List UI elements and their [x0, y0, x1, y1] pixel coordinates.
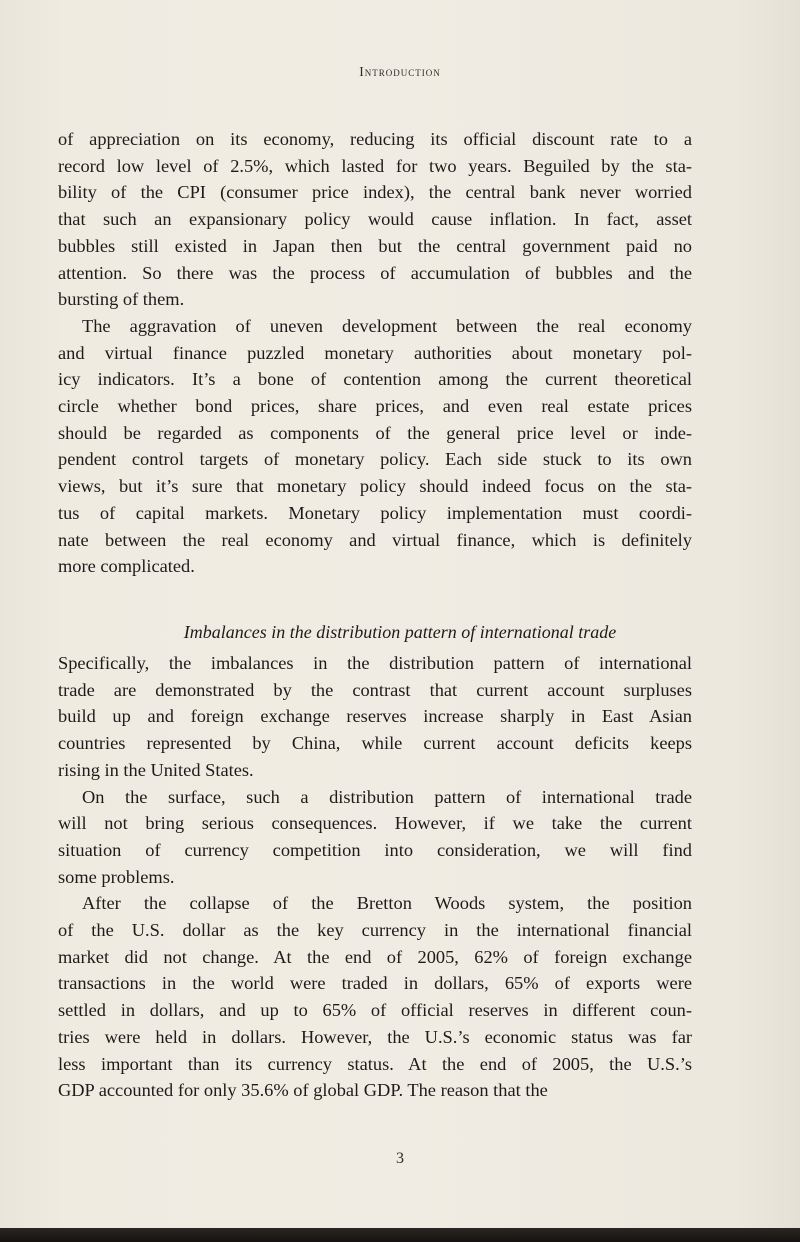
- text-block-after-heading: [58, 650, 692, 1104]
- text-line: pendent control targets of monetary policy. Each side stuck to its own: [58, 449, 692, 470]
- text-line: circle whether bond prices, share prices, and even real estate prices: [58, 396, 692, 417]
- paragraph: [58, 890, 692, 1104]
- text-line: settled in dollars, and up to 65% of official reserves in different coun-: [58, 1000, 692, 1021]
- text-line: that such an expansionary policy would cause inflation. In fact, asset: [58, 209, 692, 230]
- text-line: The aggravation of uneven development between the real economy: [82, 315, 692, 336]
- text-line: will not bring serious consequences. However, if we take the current: [58, 813, 692, 834]
- text-line: less important than its currency status. At the end of 2005, the U.S.’s: [58, 1053, 692, 1074]
- text-block-before-heading: [58, 126, 692, 580]
- text-line: After the collapse of the Bretton Woods system, the position: [82, 893, 692, 914]
- text-line: and virtual finance puzzled monetary authorities about monetary pol-: [58, 342, 692, 363]
- text-line: rising in the United States.: [58, 759, 254, 780]
- page-bottom-edge: [0, 1228, 800, 1242]
- text-line: some problems.: [58, 866, 175, 887]
- text-line: should be regarded as components of the general price level or inde-: [58, 422, 692, 443]
- text-line: attention. So there was the process of accumulation of bubbles and the: [58, 262, 692, 283]
- text-line: countries represented by China, while current account deficits keeps: [58, 733, 692, 754]
- paragraph: [58, 650, 692, 784]
- text-line: icy indicators. It’s a bone of contention among the current theoretical: [58, 369, 692, 390]
- text-line: tries were held in dollars. However, the U.S.’s economic status was far: [58, 1026, 692, 1047]
- paragraph: [58, 313, 692, 580]
- text-line: views, but it’s sure that monetary policy should indeed focus on the sta-: [58, 476, 692, 497]
- text-line: market did not change. At the end of 2005, 62% of foreign exchange: [58, 946, 692, 967]
- paragraph: [58, 784, 692, 891]
- paragraph: [58, 126, 692, 313]
- section-heading: Imbalances in the distribution pattern of international trade: [183, 622, 617, 642]
- text-line: On the surface, such a distribution pattern of international trade: [82, 786, 692, 807]
- text-line: transactions in the world were traded in dollars, 65% of exports were: [58, 973, 692, 994]
- text-line: bubbles still existed in Japan then but the central government paid no: [58, 235, 692, 256]
- text-line: more complicated.: [58, 556, 195, 577]
- text-line: GDP accounted for only 35.6% of global GDP. The reason that the: [58, 1080, 548, 1101]
- text-line: bility of the CPI (consumer price index), the central bank never worried: [58, 182, 692, 203]
- text-line: trade are demonstrated by the contrast that current account surpluses: [58, 679, 692, 700]
- text-line: record low level of 2.5%, which lasted for two years. Beguiled by the sta-: [58, 155, 692, 176]
- text-line: nate between the real economy and virtual finance, which is definitely: [58, 529, 692, 550]
- page-number: 3: [396, 1150, 404, 1167]
- running-head: Introduction: [359, 64, 441, 79]
- text-line: situation of currency competition into consideration, we will find: [58, 839, 692, 860]
- text-line: Specifically, the imbalances in the distribution pattern of international: [58, 653, 692, 673]
- text-line: of the U.S. dollar as the key currency in the international financial: [58, 920, 692, 941]
- text-line: tus of capital markets. Monetary policy implementation must coordi-: [58, 502, 692, 523]
- text-line: of appreciation on its economy, reducing its official discount rate to a: [58, 129, 692, 149]
- text-line: build up and foreign exchange reserves increase sharply in East Asian: [58, 706, 692, 727]
- text-line: bursting of them.: [58, 289, 185, 310]
